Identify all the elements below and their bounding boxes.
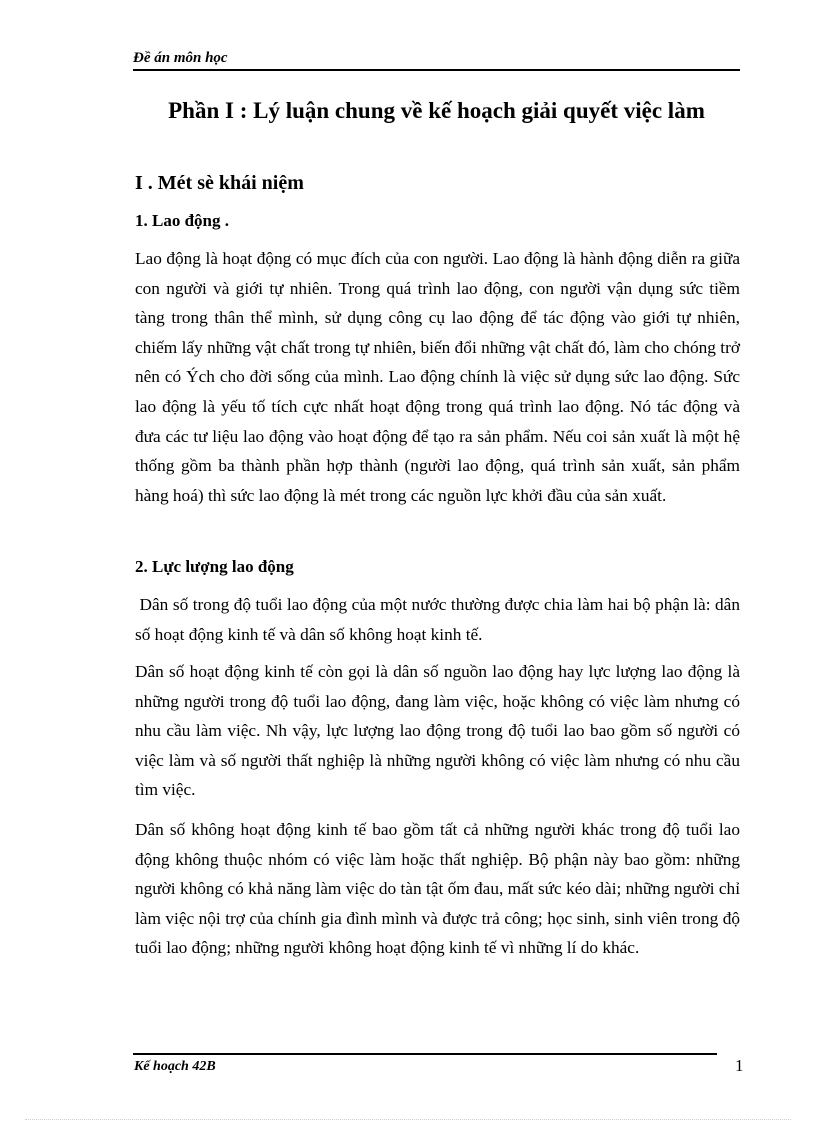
footer-divider [133, 1053, 717, 1055]
paragraph-active-population: Dân số hoạt động kinh tế còn gọi là dân số nguồn lao động hay lực lượng lao động là những người trong độ tuổi lao động, đang làm việc, hoặc không có việc làm nhưng có nhu cầu làm việc. Nh vậy, lực lượng lao động trong độ tuổi lao bao gồm số người có việc làm và số người thất nghiệp là những người không có việc làm nhưng có nhu cầu tìm việc. [135, 662, 740, 800]
chapter-title: Phần I : Lý luận chung về kế hoạch giải quyết việc làm [168, 98, 705, 123]
page-footer: Kế hoạch 42B [134, 1059, 216, 1074]
page-header: Đề án môn học [133, 49, 740, 71]
paragraph-labor-definition: Lao động là hoạt động có mục đích của con người. Lao động là hành động diễn ra giữa con người và giới tự nhiên. Trong quá trình lao động, con người vận dụng sức tiềm tàng trong thân thể mình, sử dụng công cụ lao động để tác động vào giới tự nhiên, chiếm lấy những vật chất trong tự nhiên, biến đổi những vật chất đó, làm cho chóng trở nên có Ých cho đời sống của mình. Lao động chính là việc sử dụng sức lao động. Sức lao động là yếu tố tích cực nhất hoạt động trong quá trình lao động. Nó tác động và đưa các tư liệu lao động vào hoạt động để tạo ra sản phẩm. Nếu coi sản xuất là một hệ thống gồm ba thành phần hợp thành (người lao động, quá trình sản xuất, sản phẩm hàng hoá) thì sức lao động là mét trong các nguồn lực khởi đầu của sản xuất. [135, 249, 740, 505]
section-heading: I . Mét sè khái niệm [135, 172, 304, 194]
paragraph-population-split: Dân số trong độ tuổi lao động của một nước thường được chia làm hai bộ phận là: dân số hoạt động kinh tế và dân số không hoạt kinh tế. [135, 595, 745, 644]
subsection-heading-labor: 1. Lao động . [135, 211, 229, 230]
subsection-heading-labor-force: 2. Lực lượng lao động [135, 557, 294, 576]
page-bottom-divider [25, 1119, 791, 1120]
page-number: 1 [735, 1056, 744, 1075]
paragraph-inactive-population: Dân số không hoạt động kinh tế bao gồm tất cả những người khác trong độ tuổi lao động không thuộc nhóm có việc làm hoặc thất nghiệp. Bộ phận này bao gồm: những người không có khả năng làm việc do tàn tật ốm đau, mất sức kéo dài; những người chỉ làm việc nội trợ của chính gia đình mình và được trả công; học sinh, sinh viên trong độ tuổi lao động; những người không hoạt động kinh tế vì những lí do khác. [135, 820, 740, 958]
